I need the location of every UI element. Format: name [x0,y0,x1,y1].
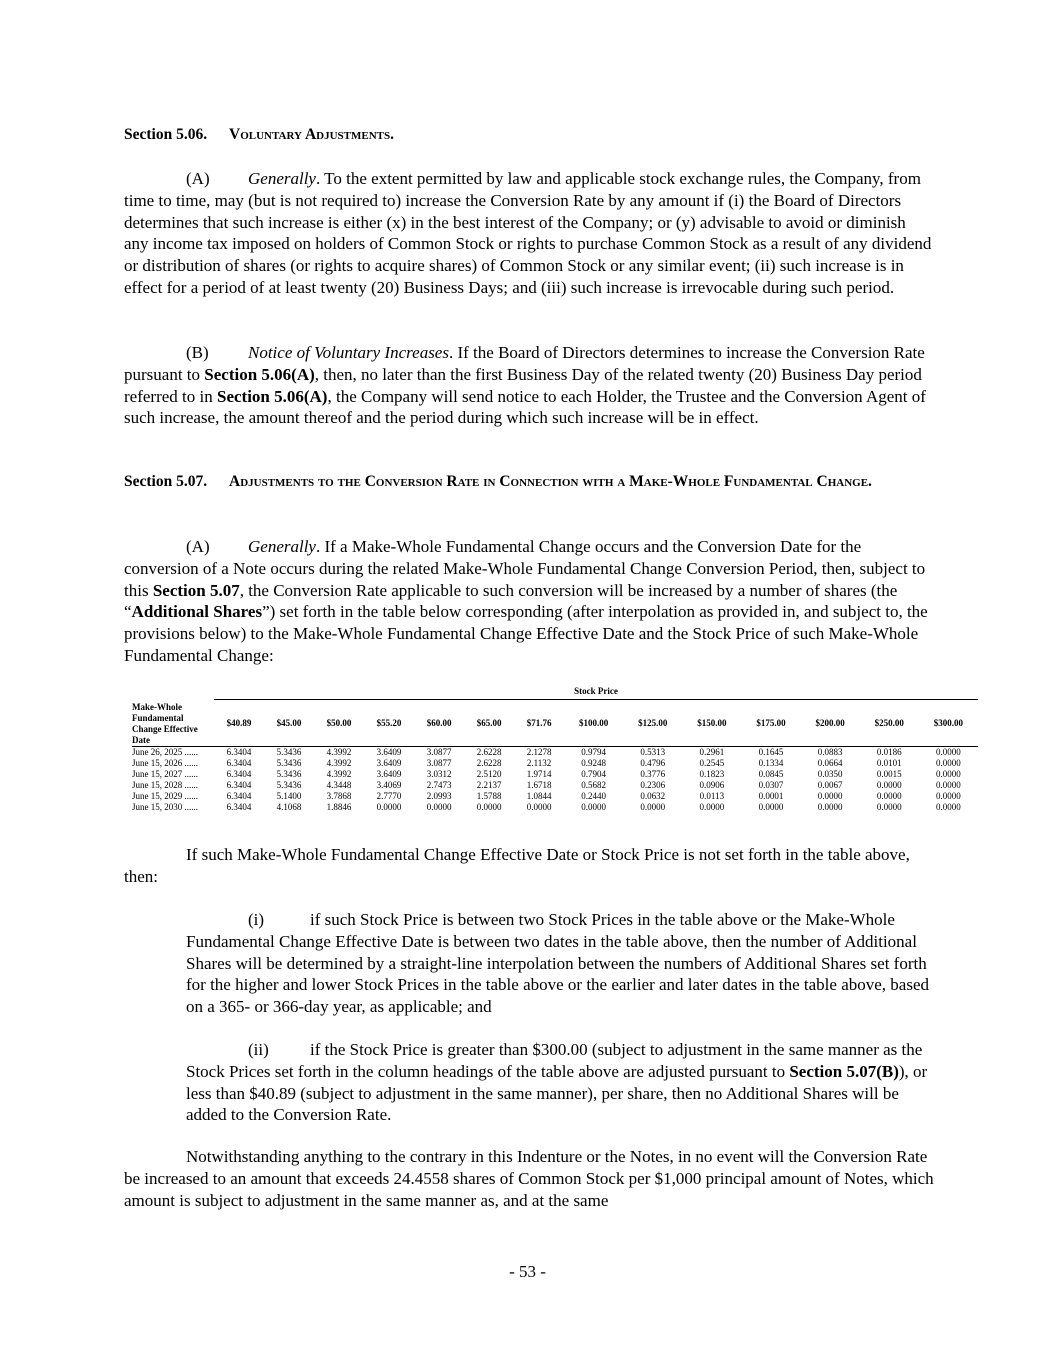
price-column-header: $125.00 [623,700,682,747]
table-cell: 0.0001 [758,790,784,801]
clause-text: if such Stock Price is between two Stock Prices in the table above or the Make-Whole Fundamental Change Effective Date is between two dates in the table above, then the number of Additional Shares will be determined by a straight-line interpolation between the numbers of Additional Shares set forth for the higher and lower Stock Prices in the table above or the earlier and later dates in the table above, based on a 365- or 366-day year, as applicable; and [186,910,929,1017]
table-cell: 0.0000 [817,790,843,801]
after-table-intro: If such Make-Whole Fundamental Change Effective Date or Stock Price is not set forth in the table above, then: [124,845,910,886]
table-cell: 2.1278 [526,746,552,757]
clause-text: . If the Board of Directors determines to increase the Conversion Rate pursuant to [124,343,925,384]
table-cell: 0.0000 [936,801,961,812]
table-cell: 4.3992 [326,757,352,768]
table-cell: 2.2137 [476,779,502,790]
row-date: June 15, 2028 ...... [132,779,198,790]
table-cell: 6.3404 [226,757,252,768]
table-cell: 0.0000 [817,801,843,812]
table-row [132,802,978,813]
table-cell: 0.5682 [581,779,607,790]
clause-text: ”) set forth in the table below corresponding (after interpolation as provided in, and subject to, the provisions below) to the Make-Whole Fundamental Change Effective Date and the Stock Price of such Make-Whole Fundamental Change: [124,602,928,665]
price-column-header: $45.00 [264,700,314,747]
table-cell: 0.0906 [699,779,725,790]
table-cell: 5.3436 [276,768,302,779]
section-5-06-heading [124,124,934,146]
table-row [132,769,978,780]
table-cell: 0.0000 [699,801,725,812]
table-cell: 0.0000 [526,801,552,812]
section-title: Voluntary Adjustments. [229,126,394,143]
price-column-header: $100.00 [564,700,623,747]
price-column-header: $175.00 [741,700,800,747]
table-cell: 0.4796 [640,757,666,768]
table-cell: 0.3776 [640,768,666,779]
table-cell: 0.0015 [876,768,902,779]
table-cell: 0.0307 [758,779,784,790]
table-cell: 2.6228 [476,746,502,757]
section-5-07-heading [124,471,934,492]
clause-label: (A) [186,537,210,556]
clause-text: . To the extent permitted by law and applicable stock exchange rules, the Company, from time to time, may (but is not required to) increase the Conversion Rate by any amount if (i) the Board of Directors determines that such increase is either (x) in the best interest of the Company; or (y) advisable to avoid or diminish any income tax imposed on holders of Common Stock or rights to purchase Common Stock as a result of any dividend or distribution of shares (or rights to acquire shares) of Common Stock or any similar event; (ii) such increase is in effect for a period of at least twenty (20) Business Days; and (iii) such increase is irrevocable during such period. [124,169,932,297]
price-column-header: $250.00 [860,700,919,747]
table-cell: 0.0000 [936,779,961,790]
table-cell: 0.1334 [758,757,784,768]
table-cell: 1.5788 [476,790,502,801]
clause-label: (B) [186,343,209,362]
clause-heading: Generally [248,169,316,188]
section-reference: Section 5.06(A) [216,386,328,406]
section-title: Adjustments to the Conversion Rate in Connection with a Make-Whole Fundamental Change. [229,473,872,490]
section-5-06-a-paragraph [124,168,934,299]
clause-text: ), or less than $40.89 (subject to adjustment in the same manner), per share, then no Additional Shares will be added to the Conversion Rate. [186,1061,928,1125]
section-reference: Section 5.06(A) [204,364,315,384]
table-cell: 1.6718 [526,779,552,790]
table-cell: 1.8846 [326,801,352,812]
section-number: Section 5.07. [124,473,208,490]
table-cell: 0.0664 [817,757,843,768]
table-cell: 0.0350 [817,768,843,779]
table-cell: 2.6228 [476,757,502,768]
table-cell: 2.5120 [476,768,502,779]
table-cell: 0.0000 [876,790,902,801]
clause-text: , the Company will send notice to each Holder, the Trustee and the Conversion Agent of such increase, the amount thereof and the period during which such increase will be in effect. [124,386,926,428]
table-cell: 5.1400 [276,790,302,801]
price-column-header: $71.76 [514,700,564,747]
price-column-header: $60.00 [414,700,464,747]
price-column-header: $300.00 [919,700,978,747]
table-cell: 3.0877 [426,757,452,768]
row-date: June 15, 2027 ...... [132,768,198,779]
table-cell: 3.0312 [426,768,452,779]
table-cell: 0.0000 [581,801,607,812]
table-cell: 6.3404 [226,790,252,801]
table-cell: 3.6409 [376,757,402,768]
price-column-header: $40.89 [214,700,264,747]
table-cell: 0.0000 [936,757,961,768]
stock-price-header: Stock Price [214,686,978,700]
price-column-header: $200.00 [801,700,860,747]
make-whole-table [132,686,978,813]
defined-term: Additional Shares [131,602,263,622]
table-row [132,746,978,758]
table-cell: 0.0000 [936,790,961,801]
row-date: June 15, 2026 ...... [132,757,198,768]
clause-label: (A) [186,169,210,188]
table-cell: 2.1132 [526,757,552,768]
table-cell: 0.0632 [640,790,666,801]
clause-label: (i) [248,910,265,929]
table-cell: 0.0000 [876,779,902,790]
table-cell: 0.0883 [817,746,843,757]
price-column-header: $50.00 [314,700,364,747]
section-5-07-a-paragraph [124,536,934,667]
price-column-header: $55.20 [364,700,414,747]
table-cell: 0.2306 [640,779,666,790]
table-cell: 0.1823 [699,768,725,779]
table-cell: 2.0993 [426,790,452,801]
clause-heading: Notice of Voluntary Increases [248,343,449,362]
table-cell: 0.0000 [936,746,961,757]
table-cell: 1.9714 [526,768,552,779]
table-cell: 0.2545 [699,757,725,768]
notwithstanding-paragraph: Notwithstanding anything to the contrary in this Indenture or the Notes, in no event will the Conversion Rate be increased to an amount that exceeds 24.4558 shares of Common Stock per $1,000 principal amount of Notes, which amount is subject to adjustment in the same manner as, and at the same [124,1147,934,1210]
table-cell: 0.2440 [581,790,607,801]
table-cell: 6.3404 [226,801,252,812]
section-reference: Section 5.07(B) [789,1061,899,1081]
table-cell: 0.0000 [376,801,402,812]
table-cell: 4.3992 [326,768,352,779]
table-cell: 0.0000 [476,801,502,812]
table-cell: 0.0186 [876,746,902,757]
row-date: June 26, 2025 ...... [132,746,198,757]
table-cell: 4.3448 [326,779,352,790]
table-cell: 3.6409 [376,768,402,779]
table-cell: 5.3436 [276,746,302,757]
price-column-header: $65.00 [464,700,514,747]
clause-i-paragraph [186,909,934,1018]
table-cell: 3.4069 [376,779,402,790]
section-5-06-b-paragraph [124,342,934,429]
table-cell: 6.3404 [226,768,252,779]
table-cell: 1.0844 [526,790,552,801]
table-cell: 4.1068 [276,801,302,812]
table-cell: 4.3992 [326,746,352,757]
section-number: Section 5.06. [124,126,208,143]
table-cell: 6.3404 [226,746,252,757]
clause-label: (ii) [248,1040,269,1059]
clause-text: . If a Make-Whole Fundamental Change occurs and the Conversion Date for the conversion of a Note occurs during the related Make-Whole Fundamental Change Conversion Period, then, subject to this [124,537,926,600]
section-reference: Section 5.07 [152,580,240,600]
clause-text: , the Conversion Rate applicable to such conversion will be increased by a number of shares (the “ [124,580,898,622]
row-date: June 15, 2029 ...... [132,790,198,801]
table-cell: 3.7868 [326,790,352,801]
clause-text: if the Stock Price is greater than $300.00 (subject to adjustment in the same manner as the Stock Prices set forth in the column headings of the table above are adjusted pursuant to [186,1040,923,1081]
table-cell: 0.7904 [581,768,607,779]
table-cell: 2.7473 [426,779,452,790]
date-column-header: Make-Whole Fundamental Change Effective Date [132,700,214,747]
table-cell: 0.5313 [640,746,666,757]
table-cell: 2.7770 [376,790,402,801]
table-row [132,758,978,769]
table-cell: 0.0067 [817,779,843,790]
table-cell: 0.0000 [640,801,666,812]
table-cell: 0.1645 [758,746,784,757]
table-cell: 0.0845 [758,768,784,779]
table-cell: 3.6409 [376,746,402,757]
table-cell: 0.9794 [581,746,607,757]
table-cell: 6.3404 [226,779,252,790]
table-row [132,780,978,791]
table-cell: 5.3436 [276,779,302,790]
table-cell: 0.9248 [581,757,607,768]
table-cell: 0.0000 [876,801,902,812]
table-cell: 0.0000 [426,801,452,812]
table-cell: 0.0000 [936,768,961,779]
table-cell: 5.3436 [276,757,302,768]
table-row [132,791,978,802]
table-cell: 0.2961 [699,746,725,757]
table-cell: 0.0101 [876,757,902,768]
table-cell: 0.0000 [758,801,784,812]
table-cell: 0.0113 [699,790,725,801]
table-cell: 3.0877 [426,746,452,757]
page-number: - 53 - [509,1262,546,1281]
clause-text: , then, no later than the first Business Day of the related twenty (20) Business Day period referred to in [124,364,922,406]
price-column-header: $150.00 [682,700,741,747]
row-date: June 15, 2030 ...... [132,801,198,812]
clause-ii-paragraph [186,1039,934,1126]
clause-heading: Generally [248,537,316,556]
